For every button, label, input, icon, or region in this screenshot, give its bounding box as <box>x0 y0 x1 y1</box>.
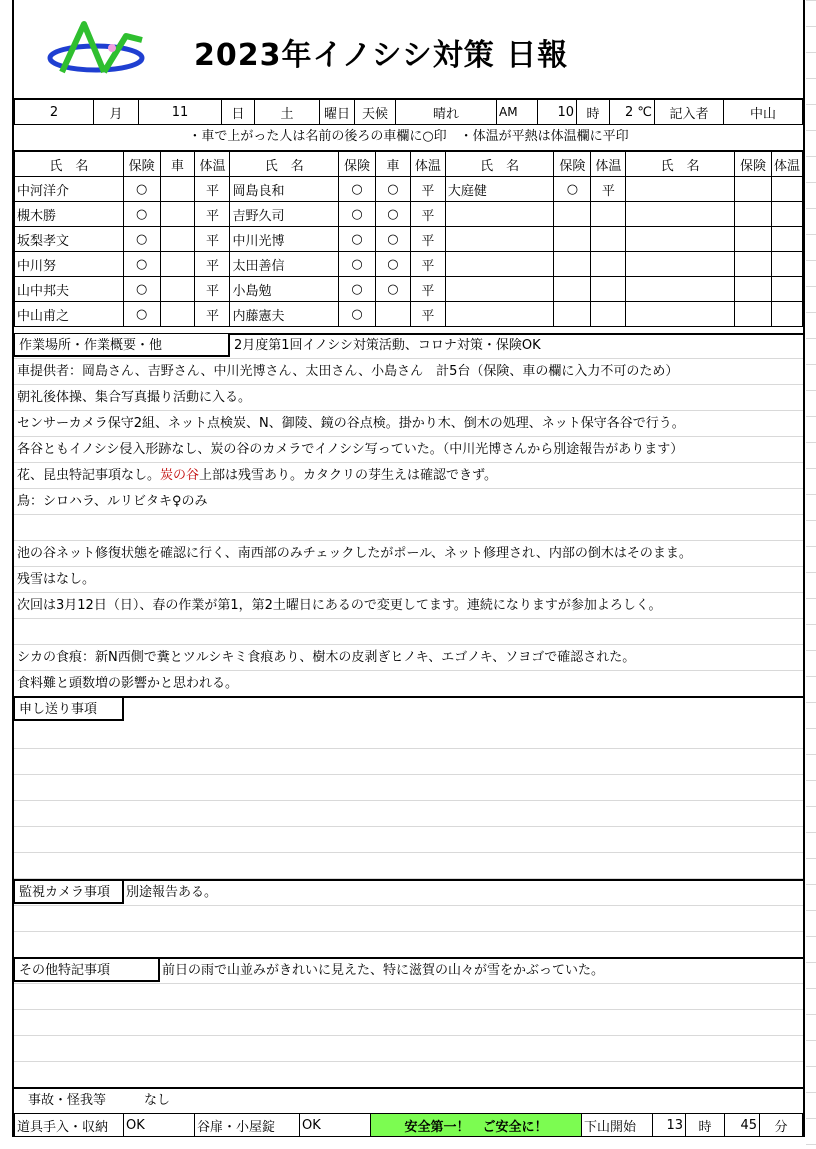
member-insurance: ○ <box>123 202 160 227</box>
member-insurance <box>554 227 591 252</box>
recorder-label: 記入者 <box>655 100 724 125</box>
work-line: 池の谷ネット修復状態を確認に行く、南西部のみチェックしたがポール、ネット修理され、内部の倒木はそのまま。 <box>14 541 803 567</box>
header-name: 氏 名 <box>15 152 124 177</box>
member-car <box>160 277 195 302</box>
other-label: その他特記事項 <box>14 958 160 982</box>
date-info-row <box>14 99 803 125</box>
member-insurance <box>734 227 771 252</box>
member-temp: 平 <box>195 302 230 327</box>
member-car <box>160 252 195 277</box>
member-insurance <box>734 202 771 227</box>
member-name: 中川努 <box>15 252 124 277</box>
member-insurance <box>554 202 591 227</box>
descent-label: 下山開始 <box>582 1114 653 1137</box>
member-name <box>626 277 735 302</box>
work-line: センサーカメラ保守2組、ネット点検炭、N、御陵、鏡の谷点検。掛かり木、倒木の処理、ネット保守各谷で行う。 <box>14 411 803 437</box>
member-insurance <box>734 302 771 327</box>
member-name: 岡島良和 <box>230 177 339 202</box>
member-row <box>15 277 803 302</box>
header-insurance: 保険 <box>339 152 376 177</box>
member-name: 大庭健 <box>445 177 554 202</box>
work-line <box>14 619 803 645</box>
header-temp: 体温 <box>591 152 626 177</box>
member-car <box>160 202 195 227</box>
work-line: 食料難と頭数増の影響かと思われる。 <box>14 671 803 697</box>
member-temp <box>771 252 802 277</box>
day-label: 日 <box>222 100 255 125</box>
member-name <box>626 252 735 277</box>
tools-value: OK <box>124 1114 195 1137</box>
work-line: 鳥：シロハラ、ルリビタキ♀のみ <box>14 489 803 515</box>
member-insurance: ○ <box>123 252 160 277</box>
member-row <box>15 252 803 277</box>
member-car: ○ <box>376 227 411 252</box>
member-temp: 平 <box>410 227 445 252</box>
member-insurance <box>734 177 771 202</box>
hour-value: 10 <box>538 100 577 125</box>
recorder-value: 中山 <box>724 100 803 125</box>
member-name <box>626 302 735 327</box>
instruction-note: ・車で上がった人は名前の後ろの車欄に○印 ・体温が平熱は体温欄に平印 <box>14 124 803 151</box>
logo-icon <box>46 18 146 82</box>
weekday-value: 土 <box>255 100 320 125</box>
member-name <box>445 227 554 252</box>
handover-label: 申し送り事項 <box>14 697 124 721</box>
month-value: 2 <box>15 100 94 125</box>
member-temp <box>771 227 802 252</box>
gate-value: OK <box>300 1114 371 1137</box>
member-table <box>14 151 803 327</box>
work-line-mixed <box>14 463 803 489</box>
camera-label: 監視カメラ事項 <box>14 880 124 904</box>
highlight-text: 炭の谷 <box>160 468 200 483</box>
member-row <box>15 177 803 202</box>
member-car: ○ <box>376 202 411 227</box>
member-insurance <box>554 302 591 327</box>
work-line: 朝礼後体操、集合写真撮り活動に入る。 <box>14 385 803 411</box>
member-car: ○ <box>376 252 411 277</box>
member-temp <box>591 277 626 302</box>
member-temp <box>591 252 626 277</box>
temperature-value: 2 ℃ <box>610 100 655 125</box>
member-insurance <box>734 277 771 302</box>
member-header-row <box>15 152 803 177</box>
header-name: 氏 名 <box>230 152 339 177</box>
work-text: 上部は残雪あり。カタクリの芽生えは確認できず。 <box>199 468 497 483</box>
member-temp: 平 <box>410 252 445 277</box>
member-temp: 平 <box>410 202 445 227</box>
other-text: 前日の雨で山並みがきれいに見えた、特に滋賀の山々が雪をかぶっていた。 <box>14 958 803 984</box>
header-temp: 体温 <box>195 152 230 177</box>
member-temp <box>591 302 626 327</box>
member-insurance: ○ <box>339 202 376 227</box>
footer-row <box>14 1113 803 1137</box>
work-line <box>14 515 803 541</box>
accident-value: なし <box>144 1093 171 1108</box>
camera-text: 別途報告ある。 <box>14 880 803 906</box>
time-label: AM <box>497 100 538 125</box>
member-temp <box>591 227 626 252</box>
member-name <box>445 277 554 302</box>
member-name <box>626 202 735 227</box>
work-summary: 2月度第1回イノシシ対策活動、コロナ対策・保険OK <box>14 333 803 359</box>
descent-hour-label: 時 <box>686 1114 725 1137</box>
member-temp: 平 <box>195 202 230 227</box>
member-temp <box>771 202 802 227</box>
header-car: 車 <box>376 152 411 177</box>
sheet-gridlines <box>806 0 816 1149</box>
member-temp: 平 <box>591 177 626 202</box>
work-line: 次回は3月12日（日）、春の作業が第1，第2土曜日にあるので変更してます。連続になりますが参加よろしく。 <box>14 593 803 619</box>
member-temp: 平 <box>195 227 230 252</box>
member-temp <box>771 302 802 327</box>
page-title: 2023年イノシシ対策 日報 <box>194 38 569 73</box>
member-insurance: ○ <box>123 177 160 202</box>
daily-report-sheet <box>12 0 805 1137</box>
report-header <box>14 0 803 100</box>
member-temp: 平 <box>410 277 445 302</box>
member-name <box>445 252 554 277</box>
header-car: 車 <box>160 152 195 177</box>
member-row <box>15 202 803 227</box>
member-insurance: ○ <box>123 277 160 302</box>
header-name: 氏 名 <box>445 152 554 177</box>
header-temp: 体温 <box>410 152 445 177</box>
header-name: 氏 名 <box>626 152 735 177</box>
member-name <box>445 302 554 327</box>
weather-label: 天候 <box>355 100 396 125</box>
descent-hour: 13 <box>653 1114 686 1137</box>
member-temp <box>591 202 626 227</box>
work-line: 残雪はなし。 <box>14 567 803 593</box>
member-name: 中河洋介 <box>15 177 124 202</box>
member-insurance: ○ <box>339 252 376 277</box>
day-value: 11 <box>139 100 222 125</box>
hour-label: 時 <box>577 100 610 125</box>
member-insurance <box>554 277 591 302</box>
member-name: 内藤憲夫 <box>230 302 339 327</box>
member-temp: 平 <box>410 177 445 202</box>
member-car <box>160 302 195 327</box>
member-name <box>445 202 554 227</box>
month-label: 月 <box>94 100 139 125</box>
member-car <box>160 177 195 202</box>
weekday-label: 曜日 <box>320 100 355 125</box>
accident-label: 事故・怪我等 <box>28 1093 107 1108</box>
tools-label: 道具手入・収納 <box>15 1114 124 1137</box>
member-insurance <box>554 252 591 277</box>
member-insurance: ○ <box>339 177 376 202</box>
member-name: 山中邦夫 <box>15 277 124 302</box>
member-temp <box>771 277 802 302</box>
header-insurance: 保険 <box>734 152 771 177</box>
header-insurance: 保険 <box>554 152 591 177</box>
member-row <box>15 302 803 327</box>
work-text: 花、昆虫特記事項なし。 <box>17 468 161 483</box>
accident-row <box>14 1089 803 1114</box>
member-insurance: ○ <box>123 302 160 327</box>
member-row <box>15 227 803 252</box>
member-car: ○ <box>376 177 411 202</box>
member-insurance: ○ <box>123 227 160 252</box>
work-line: シカの食痕：新N西側で糞とツルシキミ食痕あり、樹木の皮剥ぎヒノキ、エゴノキ、ソヨゴで確認された。 <box>14 645 803 671</box>
member-name <box>626 177 735 202</box>
member-insurance: ○ <box>339 277 376 302</box>
member-car <box>376 302 411 327</box>
member-name: 中山甫之 <box>15 302 124 327</box>
member-name: 槻木勝 <box>15 202 124 227</box>
gate-label: 谷扉・小屋錠 <box>195 1114 300 1137</box>
member-insurance: ○ <box>339 302 376 327</box>
member-name: 太田善信 <box>230 252 339 277</box>
member-temp <box>771 177 802 202</box>
member-temp: 平 <box>195 252 230 277</box>
work-line: 各谷ともイノシシ侵入形跡なし、炭の谷のカメラでイノシシ写っていた。（中川光博さんから別途報告があります） <box>14 437 803 463</box>
member-car <box>160 227 195 252</box>
header-insurance: 保険 <box>123 152 160 177</box>
descent-minute-label: 分 <box>760 1114 803 1137</box>
descent-minute: 45 <box>725 1114 760 1137</box>
member-temp: 平 <box>195 177 230 202</box>
member-name: 吉野久司 <box>230 202 339 227</box>
weather-value: 晴れ <box>396 100 497 125</box>
member-name: 小島勉 <box>230 277 339 302</box>
member-insurance: ○ <box>554 177 591 202</box>
work-label: 作業場所・作業概要・他 <box>14 333 230 357</box>
header-temp: 体温 <box>771 152 802 177</box>
member-temp: 平 <box>195 277 230 302</box>
member-name <box>626 227 735 252</box>
safety-banner: 安全第一！ ご安全に！ <box>371 1114 582 1137</box>
member-temp: 平 <box>410 302 445 327</box>
member-name: 中川光博 <box>230 227 339 252</box>
work-line: 車提供者：岡島さん、吉野さん、中川光博さん、太田さん、小島さん 計5台（保険、車の欄に入力不可のため） <box>14 359 803 385</box>
member-car: ○ <box>376 277 411 302</box>
member-name: 坂梨孝文 <box>15 227 124 252</box>
member-insurance <box>734 252 771 277</box>
member-insurance: ○ <box>339 227 376 252</box>
